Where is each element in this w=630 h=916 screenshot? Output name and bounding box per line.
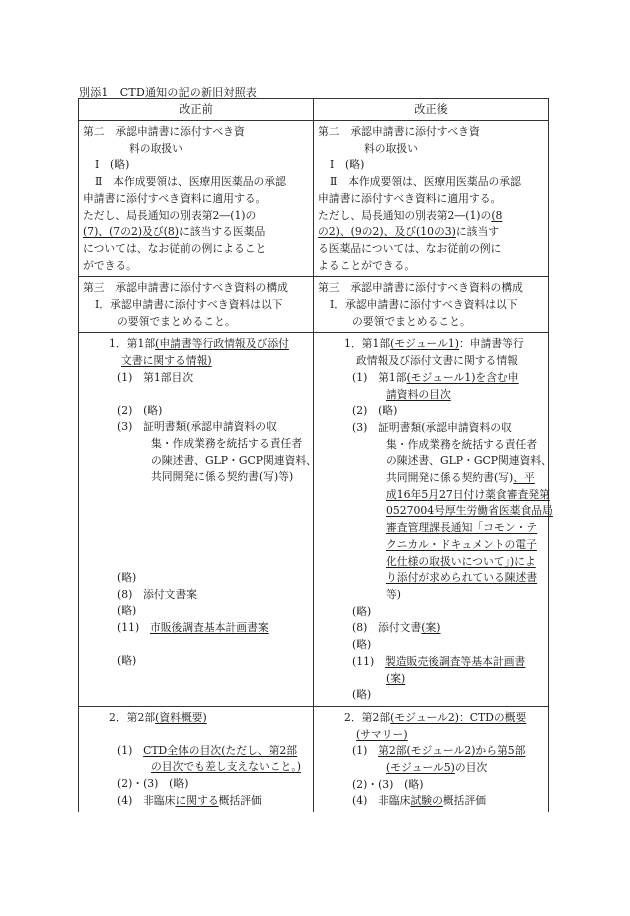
text-line xyxy=(318,570,544,587)
after-cell xyxy=(314,706,549,812)
text-line: 集・作成業務を統括する責任者 xyxy=(386,437,538,451)
text-span: (4) 非臨床 xyxy=(352,794,411,808)
text-span: (1) xyxy=(117,743,144,757)
text-span: (1) xyxy=(352,744,379,758)
after-cell xyxy=(314,121,549,277)
text-span: 1．第1部 xyxy=(109,337,156,351)
text-line xyxy=(318,520,544,537)
before-cell xyxy=(79,121,314,277)
amended-text: の2)、(9の2)、及び(10の3) xyxy=(318,225,456,239)
text-line xyxy=(318,387,544,404)
item-line: (2)・(3) (略) xyxy=(117,777,189,791)
text-span: 1．第1部 xyxy=(344,337,391,351)
item-line: Ⅰ (略) xyxy=(95,158,130,172)
text-line: 申請書に添付すべき資料に適用する。 xyxy=(318,191,502,205)
item-line xyxy=(83,336,309,353)
table-caption: 別添1 CTD通知の記の新旧対照表 xyxy=(79,86,257,99)
omitted-line: (略) xyxy=(117,653,137,667)
amended-text: 成16年5月27日付け薬食審査発第 xyxy=(386,487,550,501)
amended-text: 審査管理課長通知「コモン・テ xyxy=(386,521,538,535)
after-cell xyxy=(314,333,553,706)
text-span: 概括評価 xyxy=(218,793,262,807)
header-after: 改正後 xyxy=(314,99,549,121)
item-line xyxy=(83,793,309,810)
text-line: の要領でまとめること。 xyxy=(352,314,471,328)
item-line xyxy=(83,743,309,760)
heading-line: 料の取扱い xyxy=(364,141,418,155)
item-line: (3) 証明書類(承認申請資料の収 xyxy=(117,420,277,434)
item-line: (8) 添付文書案 xyxy=(117,587,198,601)
item-line: Ⅱ 本作成要領は、医療用医薬品の承認 xyxy=(330,175,521,189)
text-line: ができる。 xyxy=(83,258,137,272)
item-line: (1) 第1部目次 xyxy=(117,370,194,384)
text-line: よることができる。 xyxy=(318,258,416,272)
comparison-table xyxy=(78,98,553,812)
text-span: に該当す xyxy=(455,225,500,239)
item-line xyxy=(318,743,544,760)
amended-text: (案) xyxy=(386,671,406,685)
before-cell xyxy=(79,277,314,333)
amended-text: (案) xyxy=(421,621,441,635)
text-line xyxy=(83,759,309,776)
text-span: 2．第2部 xyxy=(344,710,391,724)
text-span: 概括評価 xyxy=(442,794,487,808)
amended-text: 試験の xyxy=(410,794,443,808)
text-line xyxy=(318,208,544,225)
text-span: (11) xyxy=(117,621,150,635)
heading-line: 料の取扱い xyxy=(129,141,183,155)
item-line xyxy=(83,620,309,637)
amended-text: 請資料の目次 xyxy=(386,387,451,401)
heading-line: 第三 承認申請書に添付すべき資料の構成 xyxy=(318,281,523,295)
text-line: 等) xyxy=(386,587,402,601)
item-line: (2) (略) xyxy=(117,403,163,417)
item-line: Ⅱ 本作成要領は、医療用医薬品の承認 xyxy=(95,175,286,189)
text-span: に該当する医薬品 xyxy=(178,225,266,239)
amended-text: (モジュール5) xyxy=(386,761,455,775)
text-span: (4) 非臨床 xyxy=(117,793,176,807)
text-line: の陳述書、GLP・GCP関連資料、 xyxy=(386,454,552,468)
amended-text: (8 xyxy=(491,208,503,222)
amended-text: 市販後調査基本計画書案 xyxy=(149,621,269,635)
text-line xyxy=(318,760,544,777)
after-cell xyxy=(314,277,549,333)
before-cell xyxy=(79,706,314,812)
omitted-line: (略) xyxy=(117,571,137,585)
heading-line: 第二 承認申請書に添付すべき資 xyxy=(318,125,480,138)
amended-text: り添付が求められている陳述書 xyxy=(386,571,538,585)
text-span: ただし、局長通知の別表第2―(1)の xyxy=(318,208,492,222)
amended-text: (サマリー) xyxy=(356,727,408,741)
text-line xyxy=(318,470,544,487)
item-line xyxy=(318,654,544,671)
text-span: 共同開発に係る契約書(写) xyxy=(386,471,514,485)
amended-text: 文書に関する情報) xyxy=(121,354,212,368)
amended-text: (モジュール2)：CTDの概要 xyxy=(390,710,527,724)
amended-text: CTD全体の目次(ただし、第2部 xyxy=(143,743,298,757)
text-span: (11) xyxy=(352,654,385,668)
text-line: 集・作成業務を統括する責任者 xyxy=(151,436,303,450)
item-line xyxy=(318,370,544,387)
omitted-line: (略) xyxy=(352,604,372,618)
text-span: 2．第2部 xyxy=(109,710,156,724)
text-line: については、なお従前の例によること xyxy=(83,241,267,255)
before-cell xyxy=(79,333,317,706)
text-line: の陳述書、GLP・GCP関連資料、 xyxy=(151,453,317,467)
text-span: ：申請書等行 xyxy=(459,337,524,351)
text-line: の要領でまとめること。 xyxy=(117,314,236,328)
heading-line: 第二 承認申請書に添付すべき資 xyxy=(83,125,245,138)
text-line xyxy=(318,537,544,554)
item-line: (2) (略) xyxy=(352,404,398,418)
header-before: 改正前 xyxy=(79,99,314,121)
amended-text: (申請書等行政情報及び添付 xyxy=(155,337,289,351)
text-line xyxy=(318,503,553,520)
amended-text: (資料概要) xyxy=(155,710,207,724)
header-row xyxy=(79,99,549,121)
item-line xyxy=(318,793,544,810)
amended-text: クニカル・ドキュメントの電子 xyxy=(386,537,537,551)
text-span: の目次 xyxy=(454,761,488,775)
amended-text: の目次でも差し支えないこと。) xyxy=(151,760,301,774)
text-line xyxy=(318,224,544,241)
text-line xyxy=(318,727,544,744)
text-line xyxy=(318,671,544,688)
text-line: 申請書に添付すべき資料に適用する。 xyxy=(83,191,267,205)
text-line: る医薬品については、なお従前の例に xyxy=(318,241,502,255)
amended-text: (モジュール1) xyxy=(390,337,459,351)
amended-text: (モジュール1)を含む申 xyxy=(406,370,519,384)
amended-text: 化仕様の取扱いについて」)によ xyxy=(386,554,536,568)
text-span: (8) 添付文書 xyxy=(352,621,422,635)
text-line: 政情報及び添付文書に関する情報 xyxy=(356,354,518,368)
item-line: Ⅰ．承認申請書に添付すべき資料は以下 xyxy=(95,298,283,312)
text-line xyxy=(83,224,309,241)
item-line: Ⅰ．承認申請書に添付すべき資料は以下 xyxy=(330,298,518,312)
amended-text: (7)、(7の2)及び(8) xyxy=(83,225,179,239)
part-2-row xyxy=(79,706,549,812)
amended-text: 、平 xyxy=(513,471,535,485)
text-line: ただし、局長通知の別表第2―(1)の xyxy=(83,208,257,222)
section-3-row xyxy=(79,277,549,333)
item-line xyxy=(83,710,309,727)
text-line xyxy=(318,554,544,571)
item-line: Ⅰ (略) xyxy=(330,158,365,172)
item-line xyxy=(318,710,544,727)
omitted-line: (略) xyxy=(352,638,372,652)
amended-text: に関する xyxy=(175,793,219,807)
text-line xyxy=(83,353,309,370)
omitted-line: (略) xyxy=(352,688,372,702)
amended-text: 第2部(モジュール2)から第5部 xyxy=(378,744,526,758)
text-span: (1) 第1部 xyxy=(352,370,407,384)
section-2-row xyxy=(79,121,549,277)
item-line: (3) 証明書類(承認申請資料の収 xyxy=(352,420,512,434)
text-line xyxy=(318,487,550,504)
item-line xyxy=(318,620,544,637)
amended-text: 製造販売後調査等基本計画書 xyxy=(384,654,526,668)
item-line xyxy=(318,336,544,353)
amended-text: 0527004号厚生労働省医薬食品局 xyxy=(386,504,553,518)
item-line: (2)・(3) (略) xyxy=(352,777,424,791)
heading-line: 第三 承認申請書に添付すべき資料の構成 xyxy=(83,281,288,295)
omitted-line: (略) xyxy=(117,604,137,618)
text-line: 共同開発に係る契約書(写)等) xyxy=(151,470,294,484)
part-1-row xyxy=(79,333,549,706)
